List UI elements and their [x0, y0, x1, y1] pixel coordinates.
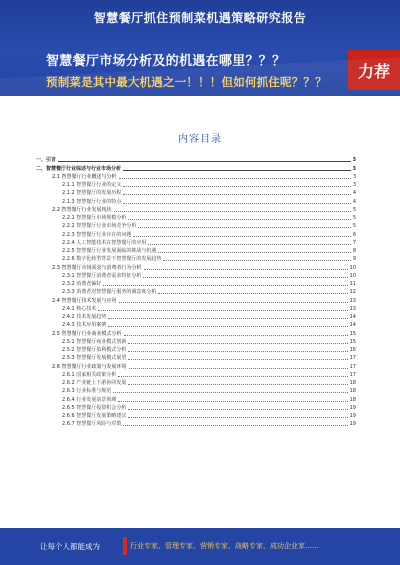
toc-entry-title: 2.6.7 智慧餐厅风险与对策 [62, 421, 122, 428]
toc-leader-dots [58, 161, 351, 162]
toc-entry-title: 2.4.1 核心技术 [62, 305, 97, 312]
toc-entry[interactable] [36, 246, 356, 254]
toc-leader-dots [129, 368, 348, 369]
toc-entry-title: 2.1.1 智慧餐厅行业的定义 [62, 182, 122, 188]
toc-leader-dots [123, 194, 350, 195]
toc-entry-page: 5 [352, 206, 356, 213]
toc-entry-title: 2.4.3 技术应用案例 [62, 322, 107, 329]
toc-entry-title: 2.6.6 智慧餐厅发展策略建议 [62, 413, 127, 419]
toc-entry-title: 2.2.1 智慧餐厅市场规模分析 [62, 215, 127, 221]
toc-entry[interactable] [36, 337, 356, 345]
toc-leader-dots [113, 392, 347, 393]
report-title: 智慧餐厅抓住预制菜机遇策略研究报告 [93, 11, 307, 25]
toc-entry[interactable] [36, 295, 356, 303]
toc-entry-page: 18 [349, 396, 356, 403]
toc-entry-page: 13 [349, 305, 356, 312]
toc-entry-title: 2.1.3 智慧餐厅行业的特点 [62, 198, 122, 205]
toc-entry-title: 2.5.1 智慧餐厅商业模式创新 [62, 338, 127, 345]
brand-stamp: 力荐 [348, 50, 400, 90]
toc-leader-dots [123, 186, 350, 187]
toc-leader-dots [158, 293, 347, 294]
table-of-contents [36, 155, 356, 427]
toc-entry-title: 2.2 智慧餐厅行业发展现状 [52, 206, 112, 213]
toc-entry-title: 2.4.2 技术发展趋势 [62, 314, 107, 320]
toc-entry[interactable] [36, 312, 356, 320]
toc-entry-page: 9 [352, 256, 356, 263]
toc-entry-page: 7 [352, 239, 356, 246]
toc-leader-dots [123, 170, 351, 171]
toc-entry[interactable] [36, 163, 356, 171]
toc-leader-dots [144, 269, 348, 270]
toc-leader-dots [128, 219, 350, 220]
toc-entry-page: 13 [349, 297, 356, 304]
toc-entry[interactable] [36, 328, 356, 336]
toc-entry-page: 6 [352, 231, 356, 238]
toc-entry-page: 8 [352, 248, 356, 254]
toc-entry[interactable] [36, 196, 356, 204]
toc-entry[interactable] [36, 386, 356, 394]
toc-entry-page: 19 [349, 421, 356, 428]
toc-entry-page: 4 [352, 198, 356, 205]
toc-entry-title: 2.6.1 国家相关政策分析 [62, 371, 117, 378]
toc-leader-dots [98, 310, 347, 311]
toc-entry-page: 17 [349, 363, 356, 370]
footer-band [0, 528, 400, 565]
toc-entry[interactable] [36, 361, 356, 369]
toc-leader-dots [128, 351, 347, 352]
toc-entry[interactable] [36, 205, 356, 213]
toc-entry-page: 11 [349, 281, 356, 287]
header-band [0, 0, 400, 96]
toc-leader-dots [128, 359, 347, 360]
toc-entry-title: 2.2.6 数字化转型背景下智慧餐厅的发展趋势 [62, 256, 162, 263]
toc-leader-dots [114, 211, 351, 212]
toc-entry[interactable] [36, 287, 356, 295]
toc-entry-title: 2.3.3 消费者对智慧餐厅服务的满意度分析 [62, 289, 157, 296]
toc-entry-title: 2.5.3 智慧餐厅发展模式展望 [62, 355, 127, 362]
toc-leader-dots [158, 252, 350, 253]
toc-entry-page: 17 [349, 371, 356, 378]
toc-leader-dots [123, 203, 350, 204]
toc-entry[interactable] [36, 229, 356, 237]
toc-entry-title: 2.6.4 行业发展前景预测 [62, 396, 117, 403]
toc-entry-page: 14 [349, 322, 356, 329]
toc-leader-dots [118, 376, 347, 377]
toc-leader-dots [108, 318, 347, 319]
toc-entry-page: 3 [352, 165, 356, 172]
toc-entry-title: 2.2.3 智慧餐厅行业存在的问题 [62, 231, 132, 238]
toc-leader-dots [128, 417, 347, 418]
toc-entry-page: 15 [349, 330, 356, 337]
toc-leader-dots [133, 236, 350, 237]
toc-entry[interactable] [36, 172, 356, 180]
toc-entry-page: 3 [352, 182, 356, 188]
toc-entry-page: 15 [349, 338, 356, 345]
toc-leader-dots [128, 409, 347, 410]
toc-entry-title: 2.6 智慧餐厅行业政策与发展环境 [52, 363, 127, 370]
toc-entry[interactable] [36, 370, 356, 378]
toc-entry[interactable] [36, 279, 356, 287]
toc-entry-page: 4 [352, 190, 356, 197]
toc-entry[interactable] [36, 411, 356, 419]
toc-entry[interactable] [36, 262, 356, 270]
toc-entry-page: 14 [349, 314, 356, 320]
toc-entry[interactable] [36, 271, 356, 279]
toc-entry[interactable] [36, 419, 356, 427]
toc-entry-title: 2.3.2 消费者偏好 [62, 281, 102, 287]
toc-leader-dots [124, 335, 348, 336]
toc-entry-page: 5 [352, 215, 356, 221]
toc-entry[interactable] [36, 403, 356, 411]
toc-entry-page: 16 [349, 347, 356, 353]
toc-entry[interactable] [36, 378, 356, 386]
headline-secondary: 预制菜是其中最大机遇之一！！！但如何抓住呢？？？ [46, 75, 327, 89]
toc-leader-dots [108, 326, 347, 327]
toc-leader-dots [143, 277, 347, 278]
toc-entry-title: 2.3.1 智慧餐厅消费者需求特征分析 [62, 272, 142, 279]
toc-leader-dots [128, 343, 347, 344]
toc-entry-page: 17 [349, 355, 356, 362]
toc-entry-title: 2.6.5 智慧餐厅投资机会分析 [62, 404, 127, 411]
toc-entry-page: 19 [349, 404, 356, 411]
toc-leader-dots [119, 178, 351, 179]
toc-leader-dots [118, 401, 347, 402]
toc-entry[interactable] [36, 345, 356, 353]
footer-tagline: 行业专家、管理专家、营销专家、战略专家、成功企业家…… [130, 542, 319, 550]
toc-entry-title: 2.6.2 产业链上下游协同发展 [62, 380, 127, 386]
toc-entry-title: 2.4 智慧餐厅技术发展与应用 [52, 297, 117, 304]
toc-entry-page: 18 [349, 380, 356, 386]
toc-entry-title: 一、引言 [36, 157, 57, 164]
toc-heading: 内容目录 [178, 134, 222, 145]
toc-entry[interactable] [36, 320, 356, 328]
toc-entry[interactable] [36, 221, 356, 229]
toc-leader-dots [123, 425, 347, 426]
toc-entry-page: 5 [352, 223, 356, 230]
toc-entry-title: 2.5.2 智慧餐厅盈利模式分析 [62, 347, 127, 353]
toc-entry-title: 2.3 智慧餐厅市场需求与消费者行为分析 [52, 264, 142, 271]
toc-entry-title: 2.2.5 智慧餐厅行业发展面临的挑战与机遇 [62, 248, 157, 254]
toc-entry-title: 2.6.3 行业标准与规范 [62, 388, 112, 395]
toc-entry-title: 2.1.2 智慧餐厅的发展历程 [62, 190, 122, 197]
toc-entry-page: 19 [349, 413, 356, 419]
toc-entry-page: 18 [349, 388, 356, 395]
toc-entry[interactable] [36, 180, 356, 188]
toc-entry-title: 二、智慧餐厅行业综述与行业市场分析 [36, 165, 122, 172]
toc-entry-page: 3 [352, 173, 356, 180]
toc-leader-dots [163, 260, 350, 261]
toc-entry[interactable] [36, 254, 356, 262]
toc-entry[interactable] [36, 188, 356, 196]
toc-entry-title: 2.5 智慧餐厅行业商业模式分析 [52, 330, 122, 337]
footer-slogan: 让每个人都能成为 [40, 542, 100, 551]
toc-leader-dots [103, 285, 347, 286]
toc-entry-page: 10 [349, 272, 356, 279]
toc-entry[interactable] [36, 353, 356, 361]
toc-entry[interactable] [36, 213, 356, 221]
toc-leader-dots [128, 384, 347, 385]
toc-entry[interactable] [36, 304, 356, 312]
toc-leader-dots [148, 244, 350, 245]
toc-leader-dots [119, 302, 348, 303]
toc-entry[interactable] [36, 394, 356, 402]
footer-divider [123, 537, 127, 555]
toc-entry-title: 2.1 智慧餐厅行业概述与分析 [52, 173, 117, 180]
toc-entry-page: 10 [349, 264, 356, 271]
toc-entry-page: 3 [352, 157, 356, 164]
toc-entry[interactable] [36, 238, 356, 246]
toc-entry-page: 12 [349, 289, 356, 296]
headline-primary: 智慧餐厅市场分析及的机遇在哪里？？？ [46, 54, 286, 69]
toc-entry[interactable] [36, 155, 356, 163]
toc-entry-title: 2.2.2 智慧餐厅行业市场竞争分析 [62, 223, 137, 230]
toc-entry-title: 2.2.4 人工智能技术在智慧餐厅的应用 [62, 239, 147, 246]
toc-leader-dots [138, 227, 350, 228]
